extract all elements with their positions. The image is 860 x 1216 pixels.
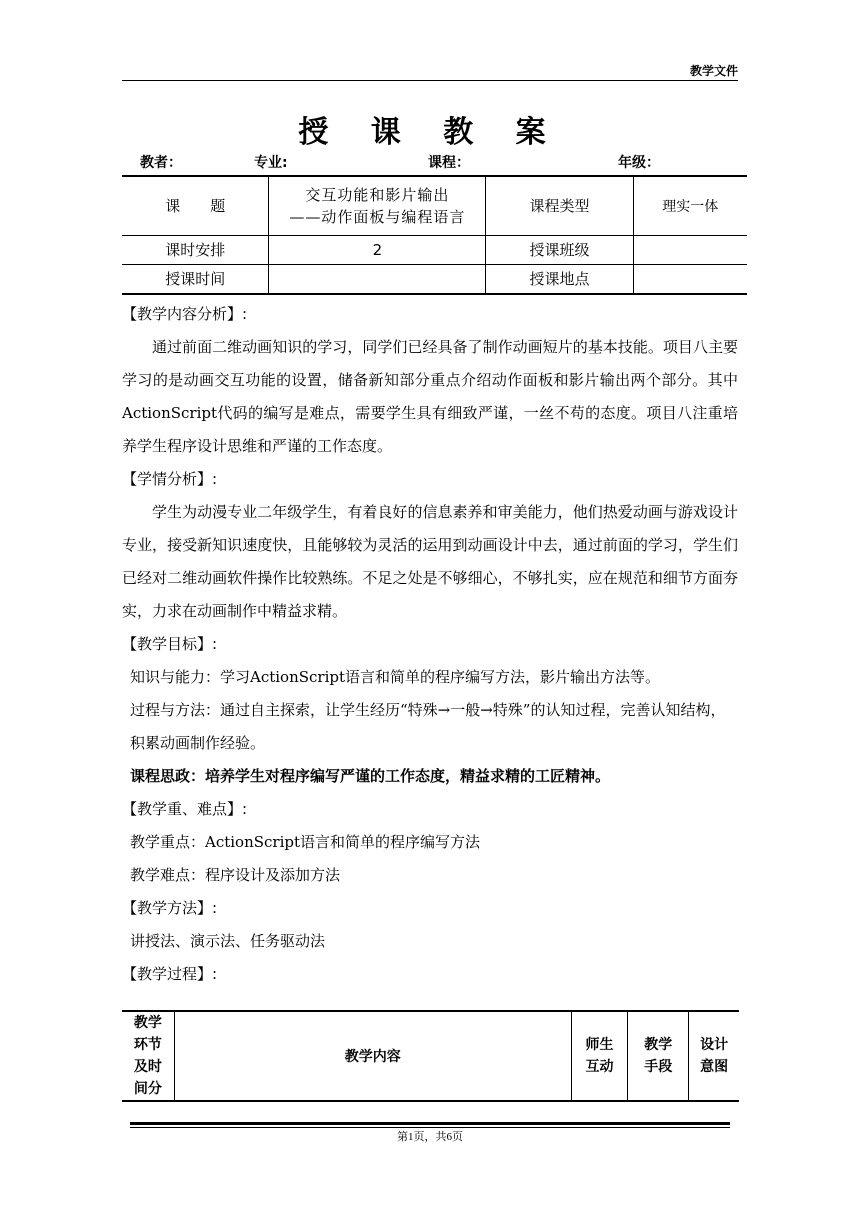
topic-value xyxy=(269,176,486,235)
time-label: 授课时间 xyxy=(122,264,269,294)
process-col-content: 教学内容 xyxy=(174,1011,571,1101)
process-table xyxy=(122,1010,739,1102)
document-body xyxy=(122,298,738,991)
document-title: 授 课 教 案 xyxy=(298,115,562,150)
time-value xyxy=(269,264,486,294)
process-heading: 【教学过程】: xyxy=(122,965,218,983)
methods-heading: 【教学方法】: xyxy=(122,899,218,917)
header-doc-label: 教学文件 xyxy=(689,64,738,78)
grade-label: 年级： xyxy=(618,155,660,171)
course-label: 课程： xyxy=(428,155,470,171)
class-label: 授课班级 xyxy=(486,235,633,264)
course-type-value: 理实一体 xyxy=(633,176,747,235)
objectives-heading: 【教学目标】: xyxy=(122,635,218,653)
objective-knowledge: 知识与能力：学习ActionScript语言和简单的程序编写方法，影片输出方法等。 xyxy=(130,668,661,686)
hours-label: 课时安排 xyxy=(122,235,269,264)
student-analysis-heading: 【学情分析】: xyxy=(122,470,218,488)
objective-ideology: 课程思政：培养学生对程序编写严谨的工作态度，精益求精的工匠精神。 xyxy=(130,767,611,785)
process-col-means: 教学手段 xyxy=(628,1011,689,1101)
content-analysis-text: 通过前面二维动画知识的学习，同学们已经具备了制作动画短片的基本技能。项目八主要学习的是动画交互功能的设置，储备新知部分重点介绍动作面板和影片输出两个部分。其中ActionScript代码的编写是难点，需要学生具有细致严谨，一丝不苟的态度。项目八注重培养学生程序设计思维和严谨的工作态度。 xyxy=(122,338,738,455)
place-value xyxy=(633,264,747,294)
process-col-intent: 设计意图 xyxy=(689,1011,739,1101)
page-number: 第1页，共6页 xyxy=(397,1131,463,1143)
major-label: 专业: xyxy=(254,155,288,171)
topic-line-1: 交互功能和影片输出 xyxy=(305,185,450,204)
key-points-heading: 【教学重、难点】: xyxy=(122,800,248,818)
key-point: 教学重点：ActionScript语言和简单的程序编写方法 xyxy=(130,833,481,851)
footer-divider-thick xyxy=(130,1122,730,1125)
hours-value: 2 xyxy=(269,235,486,264)
process-col-stage: 教学环节及时间分 xyxy=(122,1011,174,1101)
info-table xyxy=(122,175,747,295)
place-label: 授课地点 xyxy=(486,264,633,294)
objective-process: 过程与方法：通过自主探索，让学生经历“特殊→一般→特殊”的认知过程，完善认知结构，积累动画制作经验。 xyxy=(130,701,726,752)
meta-row xyxy=(122,152,738,170)
content-analysis-heading: 【教学内容分析】: xyxy=(122,305,248,323)
process-col-interaction: 师生互动 xyxy=(571,1011,628,1101)
teacher-label: 教者： xyxy=(140,155,182,171)
topic-line-2: ——动作面板与编程语言 xyxy=(289,207,466,226)
class-value xyxy=(633,235,747,264)
student-analysis-text: 学生为动漫专业二年级学生，有着良好的信息素养和审美能力，他们热爱动画与游戏设计专业，接受新知识速度快，且能够较为灵活的运用到动画设计中去，通过前面的学习，学生们已经对二维动画软件操作比较熟练。不足之处是不够细心，不够扎实，应在规范和细节方面夯实，力求在动画制作中精益求精。 xyxy=(122,503,738,620)
topic-label: 课 题 xyxy=(122,176,269,235)
course-type-label: 课程类型 xyxy=(486,176,633,235)
header-divider xyxy=(122,80,738,81)
difficult-point: 教学难点：程序设计及添加方法 xyxy=(130,866,341,884)
methods-text: 讲授法、演示法、任务驱动法 xyxy=(130,932,326,950)
